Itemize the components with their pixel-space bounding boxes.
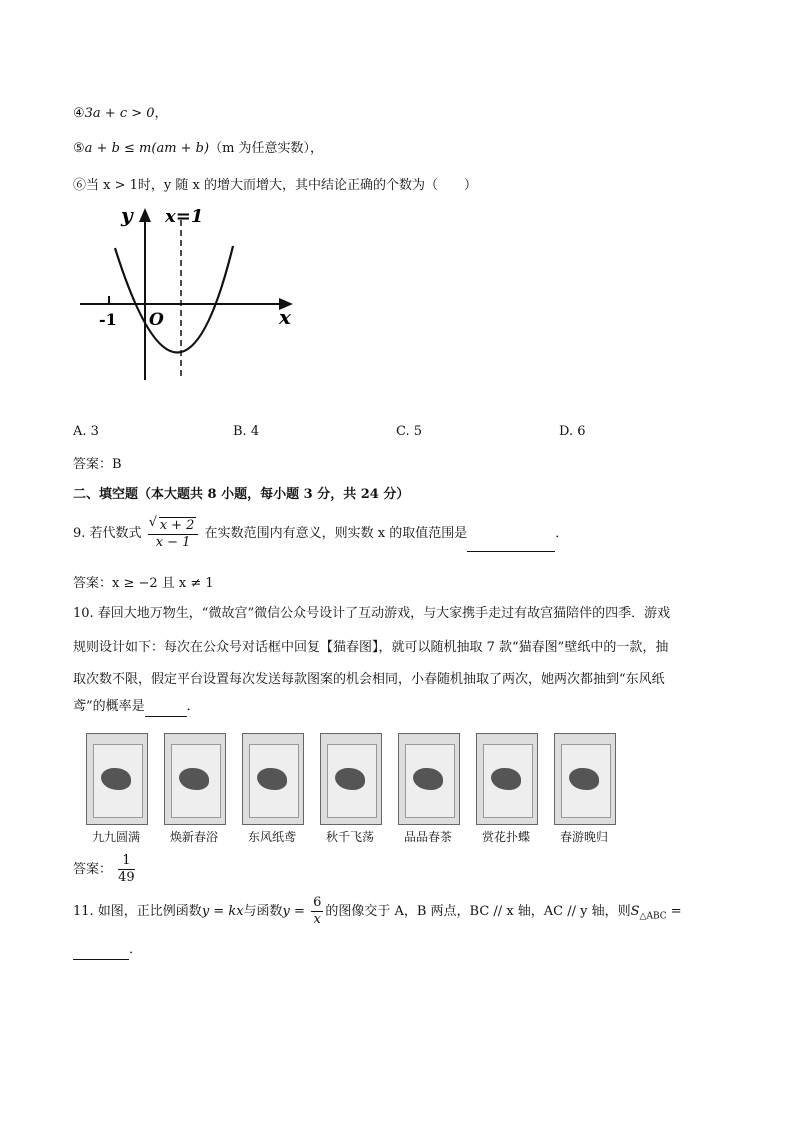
answer-10	[73, 852, 137, 888]
tick-minus1-label: -1	[99, 310, 117, 329]
card-image-5	[398, 733, 460, 825]
question-11	[73, 894, 682, 935]
q10-line3: 取次数不限，假定平台设置每次发送每款图案的机会相同，小春随机抽取了两次，她两次都抽到“东风纸	[73, 672, 665, 687]
parabola-graph	[75, 200, 305, 385]
card-label-4: 秋千飞荡	[325, 830, 374, 844]
card-image-6	[476, 733, 538, 825]
q10-blank	[145, 702, 187, 717]
q11-area-sub: △ABC	[639, 911, 667, 922]
card-label-7: 春游晚归	[559, 830, 608, 844]
q11-end: ．	[129, 942, 143, 957]
q11-eq: =	[666, 904, 682, 919]
q10-line1: 10. 春回大地万物生，“微故宫”微信公众号设计了互动游戏，与大家携手走过有故宫猫陪伴的四季．游戏	[73, 606, 671, 621]
item-4-marker: ④	[73, 106, 85, 121]
answer-10-den: 49	[118, 870, 135, 885]
origin-label: O	[149, 310, 164, 330]
q9-fraction	[148, 517, 199, 551]
answer-10-num: 1	[118, 853, 135, 870]
symmetry-axis-label: x=1	[165, 206, 204, 227]
card-image-1	[86, 733, 148, 825]
item-5-marker: ⑤	[73, 141, 85, 156]
parabola-curve	[115, 246, 233, 353]
q10-line4	[73, 697, 200, 717]
option-d: D. 6	[559, 424, 586, 439]
q11-prefix: 11. 如图，正比例函数	[73, 904, 202, 919]
item-6	[73, 176, 477, 196]
q10-line4-end: ．	[186, 699, 200, 714]
q11-suffix: 的图像交于 A，B 两点，BC // x 轴，AC // y 轴，则	[325, 904, 631, 919]
item-5-note: （m 为任意实数），	[209, 141, 324, 156]
item-4-tail: ，	[154, 106, 168, 121]
q11-fraction	[311, 895, 323, 928]
q11-area-label: S	[630, 904, 640, 919]
y-axis-label: y	[121, 203, 133, 227]
answer-10-label: 答案：	[73, 862, 113, 877]
q11-mid: 与函数	[243, 904, 283, 919]
card-image-7	[554, 733, 616, 825]
item-5	[73, 139, 323, 159]
card-label-5: 品品春茶	[403, 830, 452, 844]
q9-suffix: 在实数范围内有意义，则实数 x 的取值范围是	[204, 526, 468, 541]
q9-sqrt: √ x + 2	[159, 517, 197, 534]
option-c: C. 5	[396, 424, 423, 439]
q10-line2: 规则设计如下：每次在公众号对话框中回复【猫春图】，就可以随机抽取 7 款“猫春图”壁纸中的一款，抽	[73, 640, 669, 655]
card-image-2	[164, 733, 226, 825]
q11-f1: y = kx	[201, 904, 244, 919]
option-a: A. 3	[73, 424, 99, 439]
q11-line2	[73, 940, 142, 960]
q9-prefix: 9. 若代数式	[73, 526, 142, 541]
card-label-2: 焕新春浴	[169, 830, 218, 844]
item-6-text: 当 x > 1时，y 随 x 的增大而增大，其中结论正确的个数为（ ）	[86, 178, 477, 193]
answer-8: 答案：B	[73, 457, 122, 472]
q11-f2-left: y =	[282, 904, 305, 919]
y-axis-arrow	[139, 208, 151, 222]
q9-blank	[467, 537, 555, 552]
q11-f2-num: 6	[313, 895, 322, 910]
card-label-3: 东风纸鸢	[247, 830, 296, 844]
card-label-1: 九九圆满	[91, 830, 140, 844]
answer-9: 答案：x ≥ −2 且 x ≠ 1	[73, 576, 214, 591]
card-image-3	[242, 733, 304, 825]
question-9	[73, 516, 568, 552]
q11-f2-den: x	[313, 912, 321, 927]
item-5-expr: a + b ≤ m(am + b)	[84, 141, 210, 156]
item-4	[73, 104, 168, 124]
section-2-title: 二、填空题（本大题共 8 小题，每小题 3 分，共 24 分）	[73, 487, 410, 502]
x-axis-label: x	[279, 305, 291, 329]
answer-10-fraction	[118, 853, 135, 886]
item-6-marker: ⑥	[73, 178, 87, 193]
item-4-expr: 3a + c > 0	[84, 106, 155, 121]
q9-den: x − 1	[155, 534, 191, 550]
q11-blank	[73, 945, 129, 960]
q10-line4-text: 鸢”的概率是	[73, 699, 145, 714]
card-image-4	[320, 733, 382, 825]
option-b: B. 4	[233, 424, 260, 439]
card-label-6: 赏花扑蝶	[481, 830, 530, 844]
q9-end: ．	[555, 526, 569, 541]
